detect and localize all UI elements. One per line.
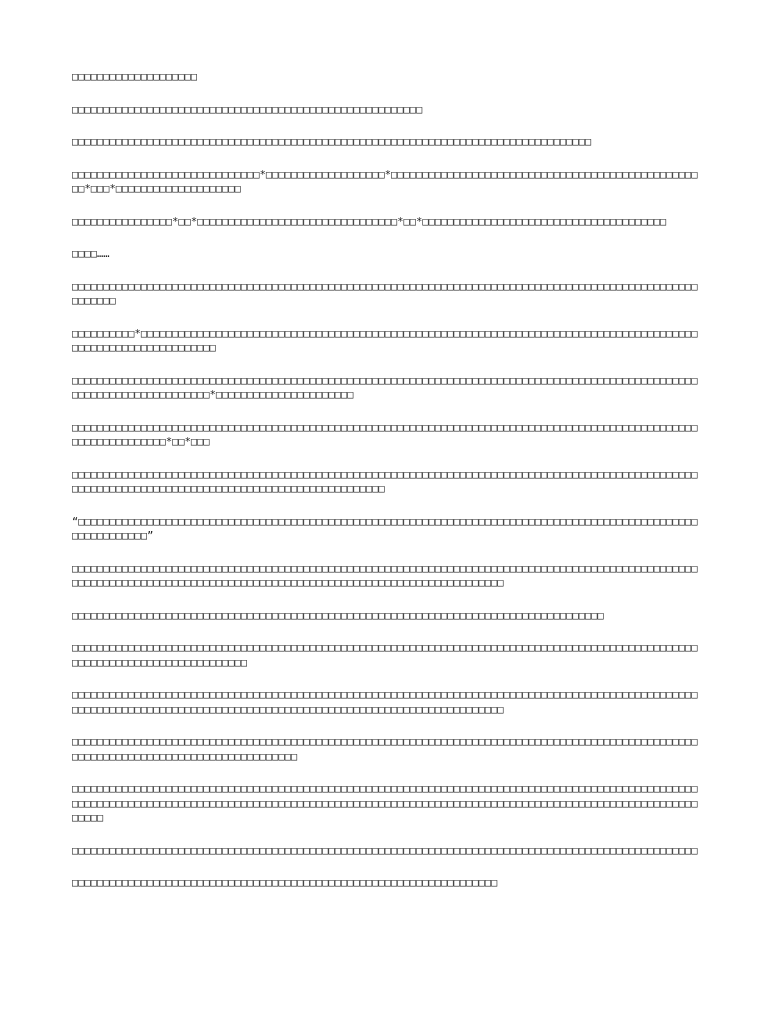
paragraph: □□□□……	[72, 248, 110, 260]
paragraph: □□□□□□□□□□□□□□□□□□□□□□□□□□□□□□□□□□□□□□□□□□□□□□□□□□□□□□□□□□□□□□□□□□□□□□□□□□□□□□□□□□□□□□□□□□□□□□□□□□□□□□□□□□□□□□□□□□□□□□□□□□□□□□□□□□□□□□□□□□□□□□□□□□□□□□□□□□□□□□□□□□□□□□□□□□□□□□□□□□□□□□□□□□□□□□□□□□□□□□□□□□□□□	[72, 783, 698, 824]
paragraph: □□□□□□□□□□□□□□□□□□□□□□□□□□□□□□□□□□□□□□□□□□□□□□□□□□□□□□□□□□□□□□□□□□□□□□□□□□□□□□□□□□□□□□□□□□□□□□□□□□□□	[72, 844, 698, 857]
paragraph: □□□□□□□□□□□□□□□□□□□□□□□□□□□□□□□□□□□□□□□□□□□□□□□□□□□□□□□□□□□□□□□□□□□□□□□□□□□□□□□□□□□□□□□□□□□□□□□□□□□□□□□□□□□□□□□□□□□□□□□□□□□□□□□□	[72, 642, 698, 669]
paragraph: □□□□□□□□□□□□□□□□□□□□□□□□□□□□□□□□□□□□□□□□□□□□□□□□□□□□□□□□	[72, 103, 423, 116]
paragraph: □□□□□□□□□□□□□□□□*□□*□□□□□□□□□□□□□□□□□□□□□□□□□□□□□□□□*□□*□□□□□□□□□□□□□□□□□□□□□□□□□□□□□□□□□□□□□□□	[72, 215, 667, 228]
paragraph: □□□□□□□□□□*□□□□□□□□□□□□□□□□□□□□□□□□□□□□□□□□□□□□□□□□□□□□□□□□□□□□□□□□□□□□□□□□□□□□□□□□□□□□□□□□□□□□□□□□□□□□□□□□□□□□□□□□□□□□□□□□	[72, 327, 698, 354]
paragraph: □□□□□□□□□□□□□□□□□□□□□□□□□□□□□□□□□□□□□□□□□□□□□□□□□□□□□□□□□□□□□□□□□□□□□□□□□□□□□□□□□□□	[72, 136, 592, 148]
paragraph: □□□□□□□□□□□□□□□□□□□□□□□□□□□□□□*□□□□□□□□□□□□□□□□□□□*□□□□□□□□□□□□□□□□□□□□□□□□□□□□□□□□□□□□□□□□□□□□□□□□□□□*□□□*□□□□□□□□□□□□□□□□□□□□	[72, 168, 698, 195]
paragraph: □□□□□□□□□□□□□□□□□□□□□□□□□□□□□□□□□□□□□□□□□□□□□□□□□□□□□□□□□□□□□□□□□□□□□□□□□□□□□□□□□□□□□□□□□□□□□□□□□□□□□□□□□□□	[72, 280, 698, 307]
paragraph: “□□□□□□□□□□□□□□□□□□□□□□□□□□□□□□□□□□□□□□□□□□□□□□□□□□□□□□□□□□□□□□□□□□□□□□□□□□□□□□□□□□□□□□□□□□□□□□□□□□□□□□□□□□□□□□□”	[72, 515, 698, 542]
paragraph: □□□□□□□□□□□□□□□□□□□□□□□□□□□□□□□□□□□□□□□□□□□□□□□□□□□□□□□□□□□□□□□□□□□□□□□□□□□□□□□□□□□□□□□□□□□□□□□□□□□□□□□□□□□□□□□□□□□*□□*□□□	[72, 421, 698, 448]
paragraph: □□□□□□□□□□□□□□□□□□□□□□□□□□□□□□□□□□□□□□□□□□□□□□□□□□□□□□□□□□□□□□□□□□□□□□□□□□□□□□□□□□□□□□□□□□□□□□□□□□□□□□□□□□□□□□□□□□□□□□□□□□□□□□□□□□□□□□□□□□□□□□□□□□□□□□	[72, 468, 698, 495]
paragraph: □□□□□□□□□□□□□□□□□□□□□□□□□□□□□□□□□□□□□□□□□□□□□□□□□□□□□□□□□□□□□□□□□□□□□□□□□□□□□□□□□□□□□	[72, 609, 604, 622]
paragraph: □□□□□□□□□□□□□□□□□□□□□□□□□□□□□□□□□□□□□□□□□□□□□□□□□□□□□□□□□□□□□□□□□□□□□□□□□□□□□□□□□□□□□□□□□□□□□□□□□□□□□□□□□□□□□□□□□□□□□□□□□□□□□□□□□□□□□□□□□□□□□□□□□□□□□□□□□□□□□□□□□□□□□□□□□	[72, 562, 698, 589]
paragraph: □□□□□□□□□□□□□□□□□□□□	[72, 71, 198, 83]
paragraph: □□□□□□□□□□□□□□□□□□□□□□□□□□□□□□□□□□□□□□□□□□□□□□□□□□□□□□□□□□□□□□□□□□□□□□□□□□□□□□□□□□□□□□□□□□□□□□□□□□□□□□□□□□□□□□□□□□□□□□□□□□□□□□□□□□□□□□□□	[72, 736, 698, 763]
paragraph: □□□□□□□□□□□□□□□□□□□□□□□□□□□□□□□□□□□□□□□□□□□□□□□□□□□□□□□□□□□□□□□□□□□□	[72, 877, 498, 889]
document-body	[72, 70, 698, 909]
paragraph: □□□□□□□□□□□□□□□□□□□□□□□□□□□□□□□□□□□□□□□□□□□□□□□□□□□□□□□□□□□□□□□□□□□□□□□□□□□□□□□□□□□□□□□□□□□□□□□□□□□□□□□□□□□□□□□□□□□□□□□□□□□□□□□□□□□□□□□□□□□□□□□□□□□□□□□□□□□□□□□□□□□□□□□□□	[72, 689, 698, 716]
paragraph: □□□□□□□□□□□□□□□□□□□□□□□□□□□□□□□□□□□□□□□□□□□□□□□□□□□□□□□□□□□□□□□□□□□□□□□□□□□□□□□□□□□□□□□□□□□□□□□□□□□□□□□□□□□□□□□□□□□□□□□□□□*□□□□□□□□□□□□□□□□□□□□□□	[72, 374, 698, 401]
